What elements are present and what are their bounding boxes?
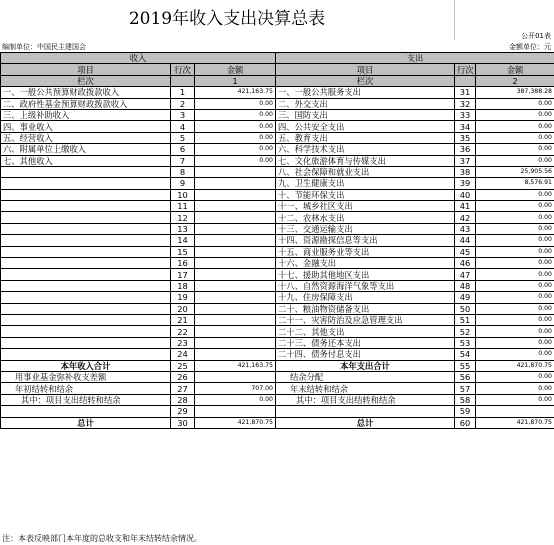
table-row <box>1 87 554 98</box>
income-seq-cell: 21 <box>171 314 195 325</box>
expense-item-cell: 五、教育支出 <box>276 132 455 143</box>
income-item-cell <box>1 246 171 257</box>
expense-item-cell: 本年支出合计 <box>276 360 455 371</box>
expense-amount-cell: 0.00 <box>476 280 554 291</box>
expense-seq-cell: 43 <box>455 223 476 234</box>
table-row <box>1 132 554 143</box>
income-seq-cell: 14 <box>171 235 195 246</box>
table-row <box>1 155 554 166</box>
table-row <box>1 269 554 280</box>
income-seq-cell: 29 <box>171 406 195 417</box>
expense-item-cell: 十五、商业服务业等支出 <box>276 246 455 257</box>
income-seq-cell: 10 <box>171 189 195 200</box>
income-seq-cell: 1 <box>171 87 195 98</box>
income-amount-cell <box>195 314 276 325</box>
income-seq-cell: 30 <box>171 417 195 428</box>
empty-cell <box>171 75 195 86</box>
income-amount-cell <box>195 246 276 257</box>
income-amount-cell: 0.00 <box>195 98 276 109</box>
expense-amount-cell: 0.00 <box>476 109 554 120</box>
expense-seq-cell: 39 <box>455 178 476 189</box>
income-amount-cell <box>195 326 276 337</box>
income-seq-cell: 24 <box>171 349 195 360</box>
expense-item-cell: 三、国防支出 <box>276 109 455 120</box>
income-col-label: 栏次 <box>1 75 171 86</box>
expense-seq-cell: 44 <box>455 235 476 246</box>
expense-amount-cell: 0.00 <box>476 212 554 223</box>
expense-amount-cell: 0.00 <box>476 314 554 325</box>
income-seq-cell: 18 <box>171 280 195 291</box>
table-row <box>1 303 554 314</box>
income-seq-cell: 4 <box>171 121 195 132</box>
income-amount-cell <box>195 258 276 269</box>
table-row <box>1 326 554 337</box>
income-item-cell <box>1 201 171 212</box>
income-item-cell <box>1 178 171 189</box>
table-row <box>1 212 554 223</box>
expense-item-cell: 十四、资源勘探信息等支出 <box>276 235 455 246</box>
table-row <box>1 189 554 200</box>
expense-seq-cell: 45 <box>455 246 476 257</box>
table-row <box>1 406 554 417</box>
income-seq-cell: 3 <box>171 109 195 120</box>
expense-item-cell: 九、卫生健康支出 <box>276 178 455 189</box>
income-item-cell <box>1 258 171 269</box>
expense-amount-cell: 0.00 <box>476 246 554 257</box>
income-item-cell: 一、一般公共预算财政拨款收入 <box>1 87 171 98</box>
income-seq-cell: 19 <box>171 292 195 303</box>
expense-item-cell: 十二、农林水支出 <box>276 212 455 223</box>
expense-item-cell: 二十一、灾害防治及应急管理支出 <box>276 314 455 325</box>
income-item-cell: 五、经营收入 <box>1 132 171 143</box>
table-row <box>1 144 554 155</box>
income-item-cell <box>1 269 171 280</box>
income-item-cell: 三、上级补助收入 <box>1 109 171 120</box>
income-item-cell <box>1 314 171 325</box>
income-item-cell <box>1 223 171 234</box>
income-amount-cell <box>195 280 276 291</box>
expense-amount-cell: 0.00 <box>476 371 554 382</box>
expense-seq-cell: 40 <box>455 189 476 200</box>
income-item-cell: 四、事业收入 <box>1 121 171 132</box>
expense-seq-cell: 48 <box>455 280 476 291</box>
expense-seq-cell: 54 <box>455 349 476 360</box>
income-amount-cell: 421,163.75 <box>195 360 276 371</box>
expense-amount-cell: 0.00 <box>476 303 554 314</box>
expense-col-label: 栏次 <box>276 75 455 86</box>
income-amount-cell <box>195 201 276 212</box>
budget-table <box>0 52 554 429</box>
expense-seq-cell: 51 <box>455 314 476 325</box>
expense-item-cell: 结余分配 <box>276 371 455 382</box>
income-item-cell <box>1 166 171 177</box>
income-item-cell <box>1 212 171 223</box>
expense-item-cell: 十八、自然资源海洋气象等支出 <box>276 280 455 291</box>
expense-item-cell: 十一、城乡社区支出 <box>276 201 455 212</box>
income-amount-cell: 0.00 <box>195 121 276 132</box>
income-seq-cell: 20 <box>171 303 195 314</box>
expense-item-cell: 其中：项目支出结转和结余 <box>276 394 455 405</box>
expense-amount-cell: 0.00 <box>476 394 554 405</box>
expense-item-cell: 总计 <box>276 417 455 428</box>
income-amount-cell <box>195 269 276 280</box>
income-amount-cell: 0.00 <box>195 155 276 166</box>
expense-amount-cell: 0.00 <box>476 132 554 143</box>
form-code: 公开01表 <box>521 32 551 40</box>
income-seq-cell: 28 <box>171 394 195 405</box>
income-amount-cell <box>195 371 276 382</box>
expense-amount-cell: 387,388.28 <box>476 87 554 98</box>
income-item-cell: 年初结转和结余 <box>1 383 171 394</box>
income-item-cell <box>1 235 171 246</box>
expense-seq-cell: 56 <box>455 371 476 382</box>
expense-seq-cell: 58 <box>455 394 476 405</box>
expense-amount-cell: 0.00 <box>476 144 554 155</box>
expense-seq-cell: 47 <box>455 269 476 280</box>
income-item-cell: 其中：项目支出结转和结余 <box>1 394 171 405</box>
expense-item-cell <box>276 406 455 417</box>
income-seq-cell: 11 <box>171 201 195 212</box>
income-amount-cell <box>195 178 276 189</box>
income-amount-cell <box>195 223 276 234</box>
income-seq-cell: 6 <box>171 144 195 155</box>
report-title: 2019年收入支出决算总表 <box>128 9 326 29</box>
table-row <box>1 246 554 257</box>
expense-seq-cell: 41 <box>455 201 476 212</box>
table-row <box>1 121 554 132</box>
income-item-cell <box>1 292 171 303</box>
income-seq-cell: 5 <box>171 132 195 143</box>
expense-amount-cell: 8,576.91 <box>476 178 554 189</box>
table-row <box>1 371 554 382</box>
income-seq-cell: 17 <box>171 269 195 280</box>
expense-amount-cell: 0.00 <box>476 383 554 394</box>
unit-row <box>0 41 554 52</box>
expense-seq-cell: 37 <box>455 155 476 166</box>
expense-item-cell: 二十二、其他支出 <box>276 326 455 337</box>
income-amount-cell <box>195 166 276 177</box>
table-row <box>1 337 554 348</box>
expense-seq-cell: 31 <box>455 87 476 98</box>
expense-item-cell: 一、一般公共服务支出 <box>276 87 455 98</box>
expense-item-cell: 六、科学技术支出 <box>276 144 455 155</box>
income-seq-cell: 27 <box>171 383 195 394</box>
income-item-cell <box>1 326 171 337</box>
expense-seq-cell: 33 <box>455 109 476 120</box>
income-seq-header: 行次 <box>171 64 195 75</box>
expense-seq-cell: 55 <box>455 360 476 371</box>
expense-item-cell: 八、社会保障和就业支出 <box>276 166 455 177</box>
expense-item-cell: 年末结转和结余 <box>276 383 455 394</box>
footnote: 注：本表反映部门本年度的总收支和年末结转结余情况。 <box>2 534 202 543</box>
table-row <box>1 223 554 234</box>
income-amount-cell <box>195 212 276 223</box>
income-amount-cell: 0.00 <box>195 132 276 143</box>
income-col-number: 1 <box>195 75 276 86</box>
expense-seq-cell: 32 <box>455 98 476 109</box>
table-row <box>1 178 554 189</box>
income-seq-cell: 2 <box>171 98 195 109</box>
table-row <box>1 314 554 325</box>
expense-item-cell: 十九、住房保障支出 <box>276 292 455 303</box>
expense-item-cell: 二、外交支出 <box>276 98 455 109</box>
expense-seq-cell: 60 <box>455 417 476 428</box>
table-row <box>1 98 554 109</box>
income-amount-cell <box>195 406 276 417</box>
expense-amount-cell: 0.00 <box>476 235 554 246</box>
income-amount-cell <box>195 292 276 303</box>
expense-seq-cell: 42 <box>455 212 476 223</box>
expense-amount-header: 金额 <box>476 64 554 75</box>
income-seq-cell: 16 <box>171 258 195 269</box>
expense-amount-cell: 0.00 <box>476 269 554 280</box>
income-item-cell: 总计 <box>1 417 171 428</box>
expense-item-cell: 十六、金融支出 <box>276 258 455 269</box>
income-item-cell <box>1 406 171 417</box>
expense-amount-cell: 0.00 <box>476 223 554 234</box>
income-item-cell <box>1 349 171 360</box>
expense-seq-cell: 59 <box>455 406 476 417</box>
expense-seq-cell: 38 <box>455 166 476 177</box>
income-seq-cell: 23 <box>171 337 195 348</box>
expense-seq-cell: 52 <box>455 326 476 337</box>
table-row <box>1 292 554 303</box>
income-item-cell <box>1 303 171 314</box>
expense-amount-cell: 0.00 <box>476 349 554 360</box>
table-row <box>1 235 554 246</box>
expense-item-cell: 二十四、债务付息支出 <box>276 349 455 360</box>
income-seq-cell: 7 <box>171 155 195 166</box>
table-row <box>1 383 554 394</box>
expense-amount-cell: 0.00 <box>476 326 554 337</box>
expense-amount-cell: 421,870.75 <box>476 417 554 428</box>
income-amount-cell <box>195 337 276 348</box>
income-item-header: 项目 <box>1 64 171 75</box>
expense-amount-cell: 0.00 <box>476 201 554 212</box>
expense-item-cell: 十七、援助其他地区支出 <box>276 269 455 280</box>
income-amount-header: 金额 <box>195 64 276 75</box>
income-amount-cell: 0.00 <box>195 394 276 405</box>
table-row <box>1 109 554 120</box>
expense-item-cell: 二十三、债务还本支出 <box>276 337 455 348</box>
expense-item-cell: 七、文化旅游体育与传媒支出 <box>276 155 455 166</box>
income-amount-cell: 0.00 <box>195 109 276 120</box>
income-amount-cell: 421,870.75 <box>195 417 276 428</box>
expense-amount-cell: 0.00 <box>476 258 554 269</box>
income-item-cell: 七、其他收入 <box>1 155 171 166</box>
expense-seq-header: 行次 <box>455 64 476 75</box>
income-item-cell <box>1 189 171 200</box>
income-amount-cell: 0.00 <box>195 144 276 155</box>
expense-seq-cell: 34 <box>455 121 476 132</box>
income-item-cell: 本年收入合计 <box>1 360 171 371</box>
table-row <box>1 258 554 269</box>
table-row <box>1 166 554 177</box>
table-row <box>1 201 554 212</box>
expense-seq-cell: 50 <box>455 303 476 314</box>
table-row <box>1 349 554 360</box>
expense-amount-cell: 0.00 <box>476 121 554 132</box>
income-seq-cell: 12 <box>171 212 195 223</box>
grand-total-row <box>1 417 554 428</box>
expense-seq-cell: 49 <box>455 292 476 303</box>
expense-seq-cell: 57 <box>455 383 476 394</box>
income-seq-cell: 13 <box>171 223 195 234</box>
income-amount-cell: 421,163.75 <box>195 87 276 98</box>
income-seq-cell: 26 <box>171 371 195 382</box>
income-section-header: 收入 <box>1 53 276 64</box>
table-row <box>1 394 554 405</box>
empty-cell <box>455 75 476 86</box>
income-item-cell: 六、附属单位上缴收入 <box>1 144 171 155</box>
expense-amount-cell: 0.00 <box>476 98 554 109</box>
table-row <box>1 280 554 291</box>
expense-amount-cell: 0.00 <box>476 155 554 166</box>
income-item-cell <box>1 337 171 348</box>
income-seq-cell: 9 <box>171 178 195 189</box>
income-amount-cell <box>195 303 276 314</box>
income-seq-cell: 22 <box>171 326 195 337</box>
income-amount-cell <box>195 235 276 246</box>
expense-seq-cell: 46 <box>455 258 476 269</box>
income-amount-cell <box>195 189 276 200</box>
expense-item-cell: 十、节能环保支出 <box>276 189 455 200</box>
expense-item-cell: 二十、粮油物资储备支出 <box>276 303 455 314</box>
amount-unit: 金额单位：元 <box>509 43 551 51</box>
income-seq-cell: 25 <box>171 360 195 371</box>
expense-amount-cell: 0.00 <box>476 337 554 348</box>
divider <box>454 0 455 40</box>
expense-seq-cell: 53 <box>455 337 476 348</box>
expense-amount-cell <box>476 406 554 417</box>
income-amount-cell <box>195 349 276 360</box>
expense-item-cell: 四、公共安全支出 <box>276 121 455 132</box>
income-item-cell: 用事业基金弥补收支差额 <box>1 371 171 382</box>
income-seq-cell: 8 <box>171 166 195 177</box>
expense-item-header: 项目 <box>276 64 455 75</box>
expense-seq-cell: 36 <box>455 144 476 155</box>
expense-amount-cell: 0.00 <box>476 189 554 200</box>
income-item-cell: 二、政府性基金预算财政拨款收入 <box>1 98 171 109</box>
expense-item-cell: 十三、交通运输支出 <box>276 223 455 234</box>
unit-label: 编制单位：中国民主建国会 <box>2 43 86 51</box>
expense-section-header: 支出 <box>276 53 554 64</box>
income-item-cell <box>1 280 171 291</box>
income-amount-cell: 707.00 <box>195 383 276 394</box>
income-seq-cell: 15 <box>171 246 195 257</box>
expense-seq-cell: 35 <box>455 132 476 143</box>
expense-amount-cell: 0.00 <box>476 292 554 303</box>
total-row <box>1 360 554 371</box>
expense-amount-cell: 421,870.75 <box>476 360 554 371</box>
expense-col-number: 2 <box>476 75 554 86</box>
expense-amount-cell: 25,905.56 <box>476 166 554 177</box>
